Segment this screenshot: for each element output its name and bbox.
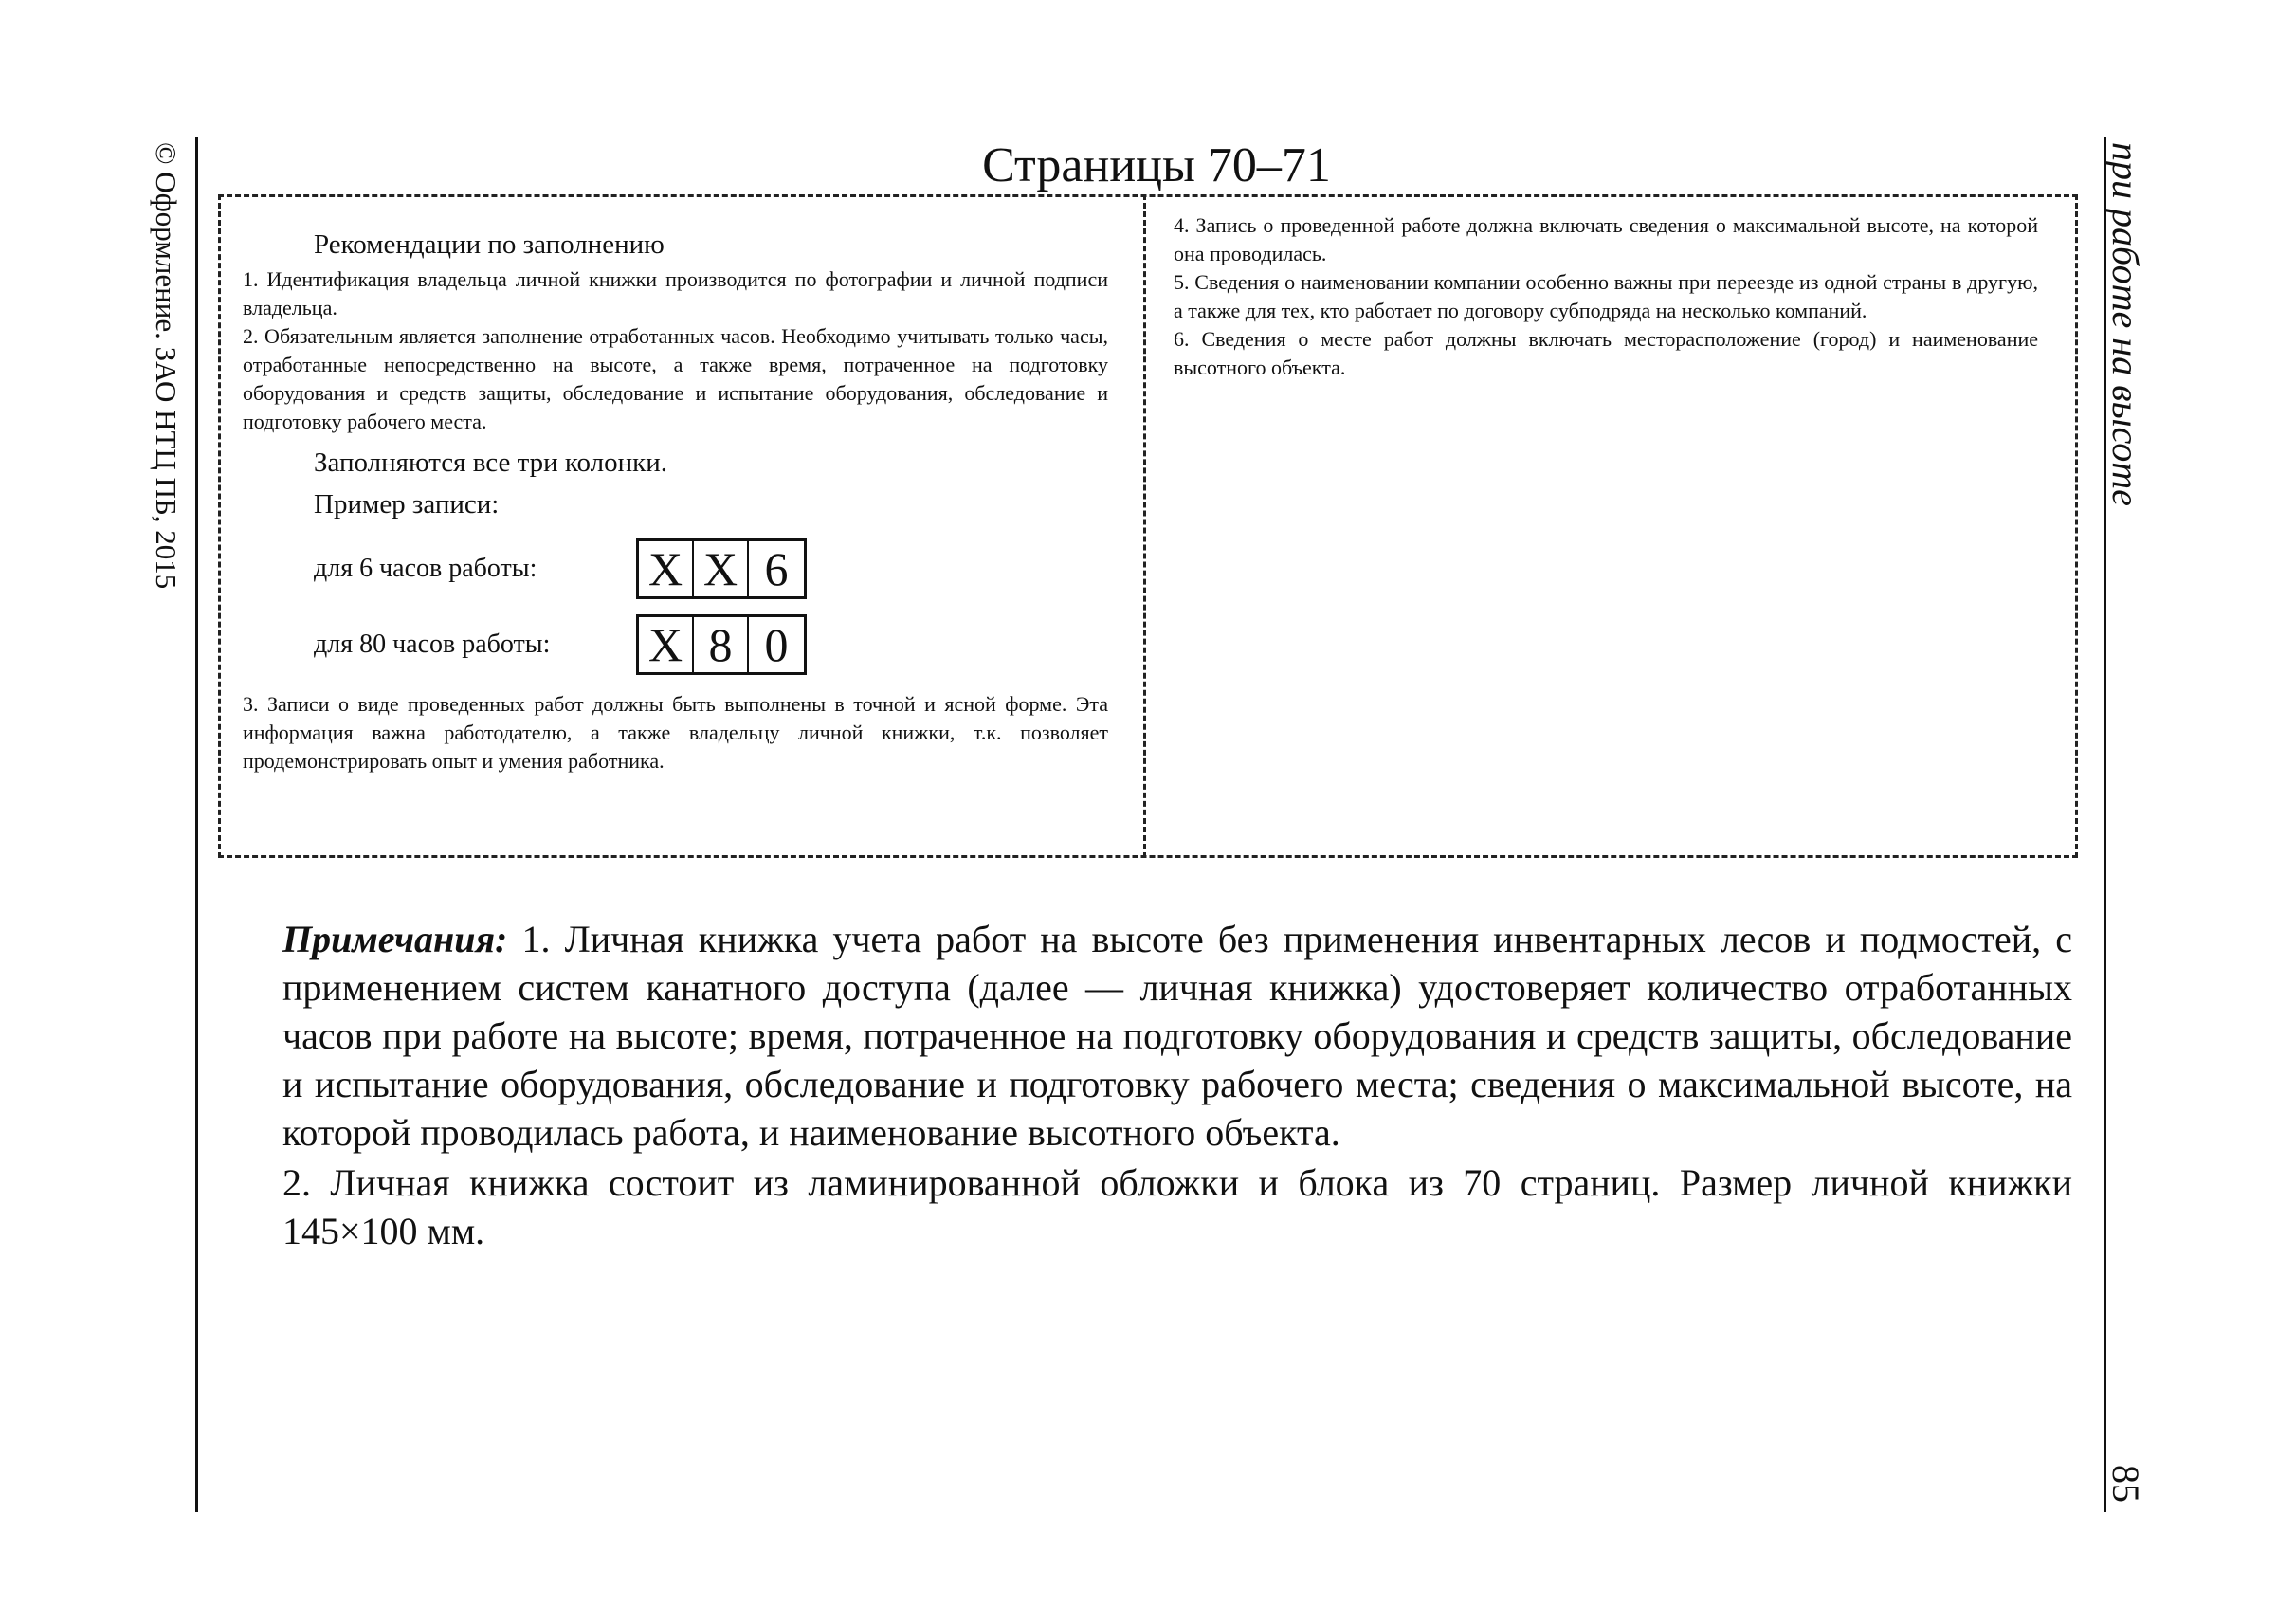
recommendation-item-3: 3. Записи о виде проведенных работ должны быть выполнены в точной и ясной форме. Эта информация важна работодателю, а также владельцу личной книжки, т.к. позволяет продемонстрировать опыт и умения работника.: [243, 692, 1108, 773]
note-2: [282, 1159, 2072, 1255]
form-left-column: [243, 228, 1108, 776]
page-number: 85: [2104, 1465, 2147, 1503]
pages-title: Страницы 70–71: [982, 138, 1331, 192]
form-right-column: [1174, 211, 2038, 382]
note-2-text: 2. Личная книжка состоит из ламинированной обложки и блока из 70 страниц. Размер личной книжки 145×100 мм.: [282, 1161, 2072, 1252]
recommendation-item-1: 1. Идентификация владельца личной книжки производится по фотографии и личной подписи владельца.: [243, 267, 1108, 319]
hours-cells: [636, 614, 807, 675]
example-row-6-hours: [314, 531, 1108, 607]
recommendation-item-6: 6. Сведения о месте работ должны включать месторасположение (город) и наименование высотного объекта.: [1174, 327, 2038, 379]
recommendations-heading: Рекомендации по заполнению: [314, 229, 665, 260]
hours-cell: X: [639, 541, 694, 596]
hours-cell: 8: [694, 617, 749, 672]
example-row-80-hours: [314, 607, 1108, 683]
recommendation-item-5: 5. Сведения о наименовании компании особенно важны при переезде из одной страны в другую, а также для тех, кто работает по договору субподряда на несколько компаний.: [1174, 270, 2038, 322]
hours-cell: X: [639, 617, 694, 672]
notes-section: [282, 915, 2072, 1255]
copyright-margin-text: © Оформление. ЗАО НТЦ ПБ, 2015: [150, 142, 183, 590]
example-heading: Пример записи:: [314, 489, 500, 520]
recommendation-item-2: 2. Обязательным является заполнение отработанных часов. Необходимо учитывать только часы, отработанные непосредственно на высоте, а также время, потраченное на подготовку оборудования и средств защиты, обследование и испытание оборудования, обследование и подготовку рабочего места.: [243, 324, 1108, 433]
note-1-text: 1. Личная книжка учета работ на высоте без применения инвентарных лесов и подмостей, с применением систем канатного доступа (далее — личная книжка) удостоверяет количество отработанных часов при работе на высоте; время, потраченное на подготовку оборудования и средств защиты, обследование и испытание оборудования, обследование и подготовку рабочего места; сведения о максимальной высоте, на которой проводилась работа, и наименование высотного объекта.: [282, 918, 2072, 1154]
example-label: для 80 часов работы:: [314, 630, 551, 659]
example-label: для 6 часов работы:: [314, 554, 537, 583]
example-entries: [314, 531, 1108, 683]
hours-cells: [636, 538, 807, 599]
left-margin-rule: [195, 137, 198, 1512]
fill-all-columns-text: Заполняются все три колонки.: [314, 447, 668, 478]
note-1: [282, 915, 2072, 1157]
notes-label: Примечания:: [282, 918, 508, 960]
section-margin-title: при работе на высоте: [2104, 142, 2147, 506]
form-column-divider: [1143, 194, 1146, 858]
hours-cell: X: [694, 541, 749, 596]
hours-cell: 6: [764, 542, 789, 595]
hours-cell: 0: [764, 618, 789, 671]
recommendation-item-4: 4. Запись о проведенной работе должна включать сведения о максимальной высоте, на которой она проводилась.: [1174, 213, 2038, 265]
